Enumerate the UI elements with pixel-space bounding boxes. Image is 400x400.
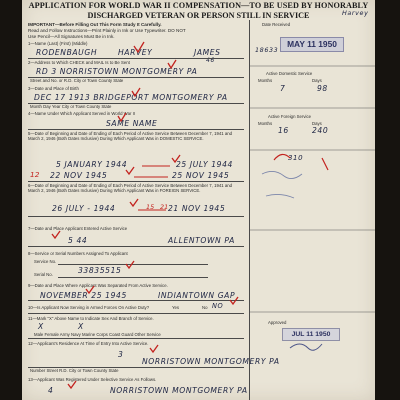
foreign-service-question: 6—Date of Beginning and Date of Ending of Each Period of Active Service Between December 7, 1941 and March 2, 1946 (Both Dates Inclusive) During Which Applicant Was in FOREIGN SERVICE. xyxy=(28,183,232,193)
domestic-from-2: 22 NOV 1945 xyxy=(50,171,108,180)
birth-sublabels: Month Day Year City or Town County State xyxy=(30,104,112,109)
selective-number: 4 xyxy=(48,386,54,395)
name-first: HARVEY xyxy=(118,48,153,57)
active-duty-label: 10—Is Applicant Now Serving in Armed Forces On Active Duty? xyxy=(28,305,150,310)
received-label: Date Received xyxy=(262,22,291,27)
red-check-active xyxy=(230,297,238,304)
name-labels: 1—Name (Last) (First) (Middle) xyxy=(28,41,88,46)
active-duty-answer: NO xyxy=(212,302,224,310)
red-check-residence xyxy=(150,345,158,352)
domestic-days-label: Days xyxy=(312,78,322,83)
residence-value: NORRISTOWN MONTGOMERY PA xyxy=(142,357,280,366)
foreign-months-value: 16 xyxy=(278,126,289,135)
foreign-days-label: Days xyxy=(312,121,322,126)
red-check-separation xyxy=(86,286,94,293)
service-name-label: 4—Name Under Which Applicant Served in World War II xyxy=(28,111,135,116)
red-check-entry xyxy=(52,231,60,238)
corner-signature: Harvey xyxy=(342,9,369,17)
foreign-from: 26 JULY - 1944 xyxy=(52,204,116,213)
branch-mark-army: X xyxy=(78,322,84,331)
red-check-domestic-2 xyxy=(126,167,134,174)
foreign-to: 21 NOV 1945 xyxy=(168,204,226,213)
received-date-stamp: MAY 11 1950 xyxy=(280,37,344,52)
annotation-overlay xyxy=(22,0,375,400)
entry-place: ALLENTOWN PA xyxy=(168,236,235,245)
red-check-address xyxy=(168,60,176,68)
domestic-service-label: Active Domestic Service xyxy=(266,71,313,76)
red-annotation-15: 15 xyxy=(146,203,155,211)
birth-value: DEC 17 1913 BRIDGEPORT MONTGOMERY PA xyxy=(34,93,228,102)
residence-sublabels: Number Street R.D. City or Town County State xyxy=(30,368,119,373)
application-form xyxy=(22,0,375,400)
pencil-initials-2 xyxy=(266,194,294,198)
domestic-from-1: 5 JANUARY 1944 xyxy=(56,160,128,169)
entry-label: 7—Date and Place Applicant Entered Active Service xyxy=(28,226,128,231)
entry-date: 5 44 xyxy=(68,236,88,245)
domestic-months-value: 7 xyxy=(280,84,286,93)
separation-date: NOVEMBER 25 1945 xyxy=(40,291,127,300)
red-check-selective xyxy=(68,381,76,388)
address-label: 2—Address to Which CHECK and MAIL Is to Be Sent xyxy=(28,60,130,65)
name-last: RODENBAUGH xyxy=(36,48,98,57)
red-annotation-12: 12 xyxy=(30,170,40,179)
birth-label: 3—Date and Place of Birth xyxy=(28,86,79,91)
red-annotation-21: 21 xyxy=(160,203,169,211)
red-check-domestic xyxy=(172,155,180,162)
pencil-initials-1 xyxy=(262,171,302,178)
domestic-months-label: Months xyxy=(258,78,273,83)
domestic-days-value: 98 xyxy=(317,84,328,93)
approval-signature xyxy=(290,344,322,350)
name-note: 46 xyxy=(206,57,215,64)
serial-number: 33835515 xyxy=(78,266,122,275)
red-check-service-name xyxy=(118,113,126,121)
red-check-foreign xyxy=(130,199,138,206)
active-no-label: No xyxy=(202,305,208,310)
branch-mark-male: X xyxy=(38,322,44,331)
name-middle: JAMES xyxy=(194,48,221,57)
instruction-1: IMPORTANT—Before Filling Out This Form Study It Carefully. xyxy=(28,22,162,27)
instruction-3: Use Pencil—All Signatures Must Be in Ink. xyxy=(28,34,115,39)
domestic-service-question: 5—Date of Beginning and Date of Ending of Each Period of Active Service Between December 7, 1941 and March 2, 1946 (Both Dates Inclusive) During Which Applicant Was in DOMESTIC SERVICE. xyxy=(28,131,232,141)
form-title-line-1: APPLICATION FOR WORLD WAR II COMPENSATION—TO BE USED BY HONORABLY xyxy=(28,1,369,10)
branch-label: 11—Mark "X" Above Name to Indicate Sex And Branch of Service. xyxy=(28,316,154,321)
branch-options: Male Female Army Navy Marine Corps Coast Guard Other Service xyxy=(34,332,161,337)
amount-note: 310 xyxy=(288,154,304,162)
red-mark-amount xyxy=(274,154,290,160)
selective-value: NORRISTOWN MONTGOMERY PA xyxy=(110,386,248,395)
file-number: 18633 xyxy=(255,46,279,54)
serial-label: 8—Service or Serial Numbers Assigned To Applicant xyxy=(28,251,128,256)
service-no-label: Service No. xyxy=(34,259,57,264)
instruction-2: Read and Follow Instructions—Print Plainly in Ink or Use Typewriter. DO NOT xyxy=(28,28,186,33)
approved-label: Approved xyxy=(268,320,287,325)
active-yes-label: Yes xyxy=(172,305,180,310)
service-name-value: SAME NAME xyxy=(106,119,158,128)
residence-number: 3 xyxy=(118,350,124,359)
foreign-service-label: Active Foreign Service xyxy=(268,114,311,119)
foreign-months-label: Months xyxy=(258,121,273,126)
red-check-serial xyxy=(126,261,134,268)
red-slash-amount xyxy=(322,158,328,170)
residence-label: 12—Applicant's Residence At Time of Entry Into Active Service. xyxy=(28,341,149,346)
address-sublabels: Street and No. or R.D. City or Town County State xyxy=(30,78,124,83)
approved-date-stamp: JUL 11 1950 xyxy=(282,328,340,341)
separation-label: 9—Date and Place Where Applicant Was Separated From Active Service. xyxy=(28,283,168,288)
red-check-name xyxy=(134,42,144,52)
domestic-to-1: 25 JULY 1944 xyxy=(176,160,233,169)
domestic-to-2: 25 NOV 1945 xyxy=(172,171,230,180)
form-title-line-2: DISCHARGED VETERAN OR PERSON STILL IN SERVICE xyxy=(87,11,310,20)
separation-place: INDIANTOWN GAP xyxy=(158,291,236,300)
foreign-days-value: 240 xyxy=(312,126,329,135)
serial-no-label: Serial No. xyxy=(34,272,53,277)
address-value: RD 3 NORRISTOWN MONTGOMERY PA xyxy=(36,67,198,76)
selective-service-label: 13—Applicant Was Registered Under Selective Service As Follows. xyxy=(28,377,157,382)
red-check-birth xyxy=(132,88,140,96)
